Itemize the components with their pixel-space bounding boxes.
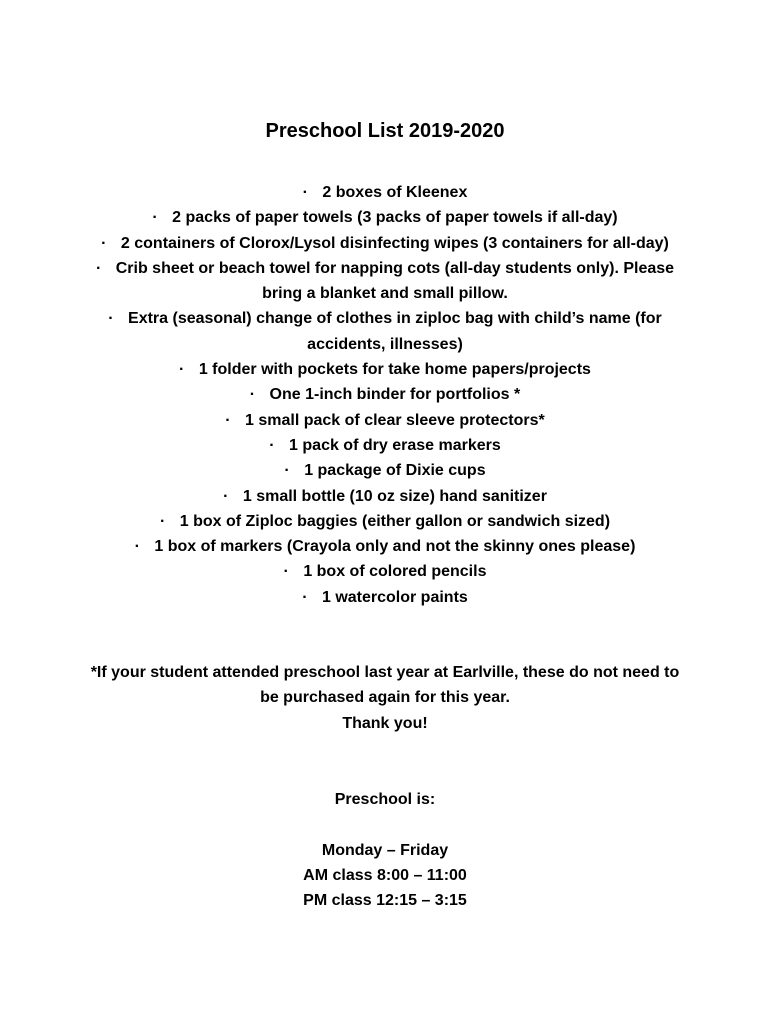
list-item: · 1 package of Dixie cups — [90, 458, 680, 483]
pm-class: PM class 12:15 – 3:15 — [303, 892, 467, 909]
list-item: · 1 folder with pockets for take home papers/projects — [90, 357, 680, 382]
schedule-days: Monday – Friday — [321, 842, 449, 859]
schedule-heading: Preschool is: — [334, 791, 436, 808]
list-item: · Extra (seasonal) change of clothes in ziploc bag with child’s name (for accidents, illnesses) — [90, 306, 680, 357]
supply-list — [90, 180, 680, 610]
list-item: · 1 small bottle (10 oz size) hand sanitizer — [90, 484, 680, 509]
list-item: · 2 packs of paper towels (3 packs of paper towels if all-day) — [90, 205, 680, 230]
note: *If your student attended preschool last year at Earlville, these do not need to be purchased again for this year. — [90, 664, 680, 707]
list-item: · 2 containers of Clorox/Lysol disinfecting wipes (3 containers for all-day) — [90, 231, 680, 256]
list-item: · 1 pack of dry erase markers — [90, 433, 680, 458]
list-item: · Crib sheet or beach towel for napping cots (all-day students only). Please bring a blanket and small pillow. — [90, 256, 680, 307]
list-item: · 1 box of Ziploc baggies (either gallon or sandwich sized) — [90, 509, 680, 534]
list-item: · 1 small pack of clear sleeve protectors* — [90, 408, 680, 433]
list-item: · 1 box of colored pencils — [90, 559, 680, 584]
page-title: Preschool List 2019-2020 — [265, 120, 505, 142]
am-class: AM class 8:00 – 11:00 — [303, 867, 467, 884]
thanks: Thank you! — [342, 715, 428, 732]
list-item: · 1 box of markers (Crayola only and not the skinny ones please) — [90, 534, 680, 559]
list-item: · One 1-inch binder for portfolios * — [90, 382, 680, 407]
list-item: · 2 boxes of Kleenex — [90, 180, 680, 205]
list-item: · 1 watercolor paints — [90, 585, 680, 610]
